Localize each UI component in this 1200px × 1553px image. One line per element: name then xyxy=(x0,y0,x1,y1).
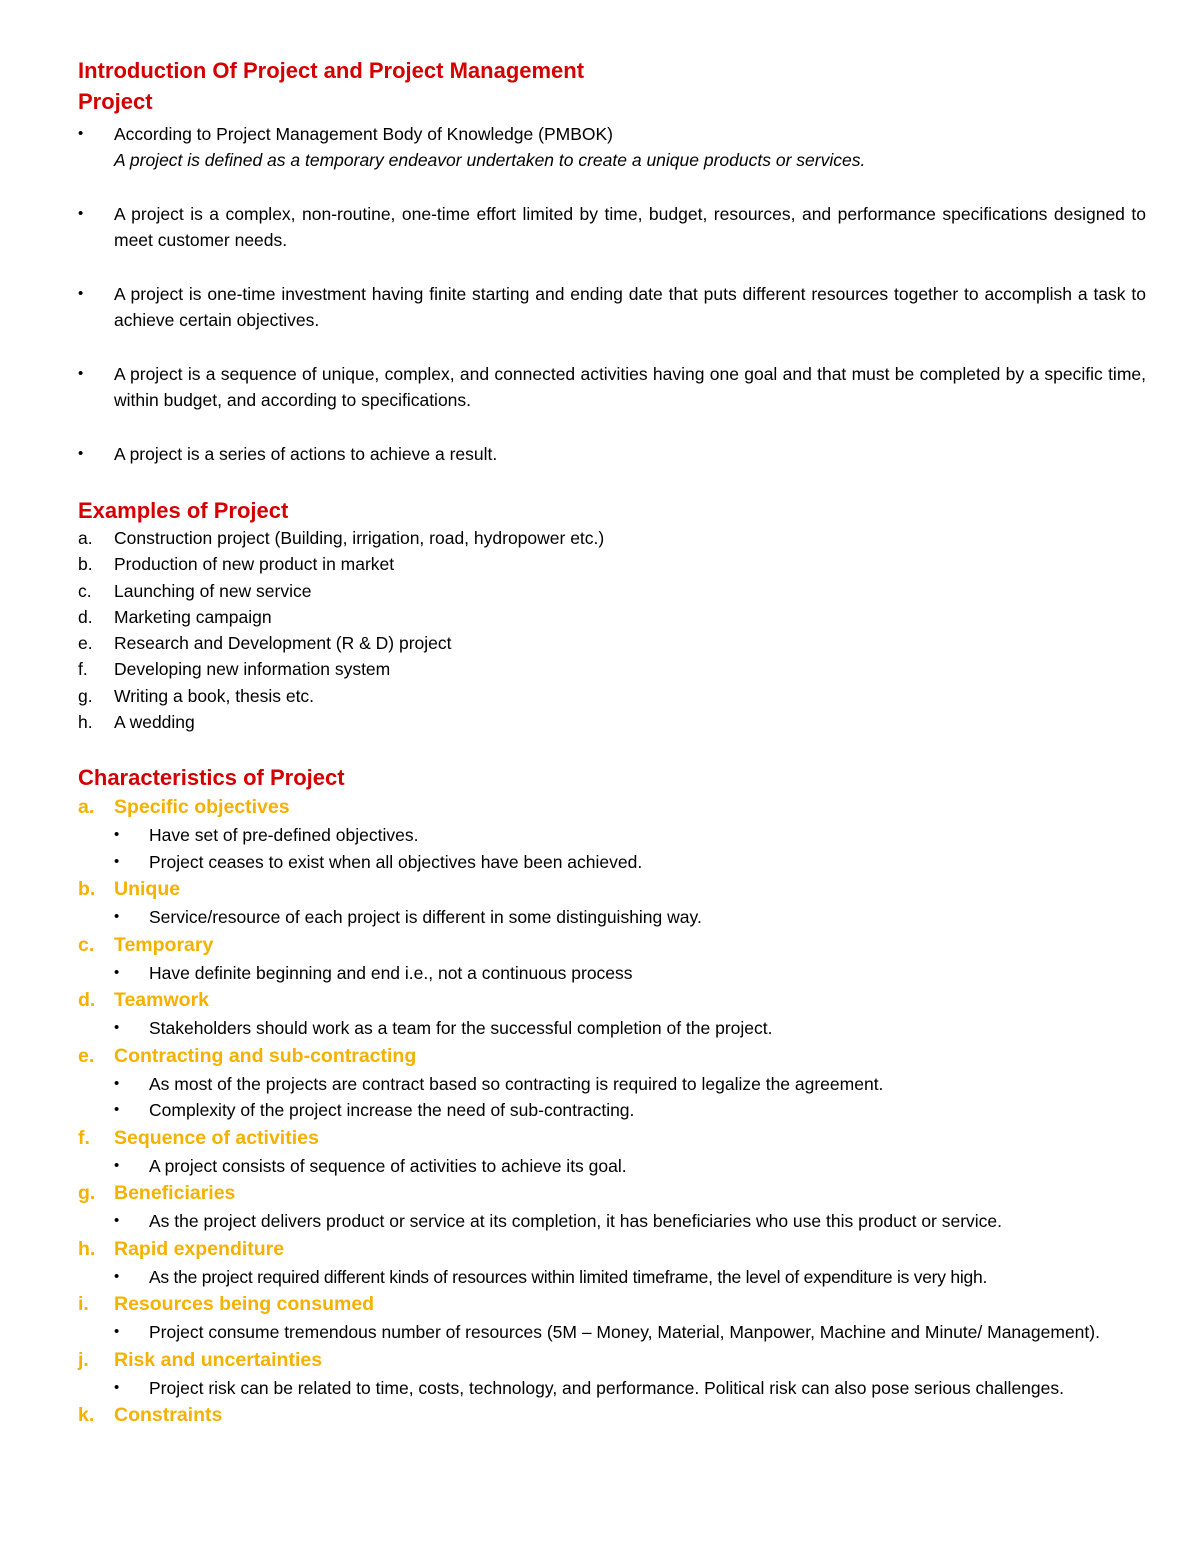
section-heading-project: Project xyxy=(78,89,153,114)
characteristic-heading xyxy=(78,1290,1146,1319)
characteristic-heading xyxy=(78,875,1146,904)
list-marker: d. xyxy=(78,606,93,627)
list-marker: f. xyxy=(78,1126,90,1149)
list-item xyxy=(78,604,1146,630)
characteristic-points xyxy=(114,1015,1146,1042)
characteristic-heading xyxy=(78,1124,1146,1153)
example-text: Construction project (Building, irrigation, road, hydropower etc.) xyxy=(114,528,605,548)
point-text: Have set of pre-defined objectives. xyxy=(149,825,419,846)
characteristic-title: Constraints xyxy=(114,1404,223,1427)
characteristic-heading xyxy=(78,1042,1146,1071)
bullet-icon: • xyxy=(114,1074,120,1092)
list-item xyxy=(114,849,1146,876)
point-text: As most of the projects are contract based so contracting is required to legalize the agreement. xyxy=(149,1073,884,1094)
list-marker: e. xyxy=(78,633,93,654)
characteristic-title: Beneficiaries xyxy=(114,1182,236,1205)
list-item xyxy=(114,960,1146,987)
point-text: Have definite beginning and end i.e., not a continuous process xyxy=(149,962,633,983)
characteristic-points xyxy=(114,904,1146,931)
list-marker: a. xyxy=(78,528,93,548)
characteristic-heading xyxy=(78,1401,1146,1430)
characteristic-points xyxy=(114,960,1146,987)
list-marker: k. xyxy=(78,1404,95,1427)
list-item xyxy=(114,1208,1146,1235)
point-text: Project ceases to exist when all objectives have been achieved. xyxy=(149,851,643,872)
point-text: A project consists of sequence of activities to achieve its goal. xyxy=(149,1155,627,1176)
characteristic-item xyxy=(78,1179,1146,1235)
list-item xyxy=(78,201,1146,253)
characteristic-title: Contracting and sub-contracting xyxy=(114,1044,417,1067)
bullet-icon: • xyxy=(114,908,120,926)
definition-text: A project is a sequence of unique, complex, and connected activities having one goal and that must be completed by a specific time, within budget, and according to specifications. xyxy=(114,364,1146,410)
list-marker: f. xyxy=(78,659,88,680)
characteristic-heading xyxy=(78,931,1146,960)
list-marker: g. xyxy=(78,1182,96,1205)
bullet-icon: • xyxy=(114,1323,120,1341)
list-item xyxy=(78,441,1146,467)
list-item xyxy=(78,630,1146,656)
example-text: A wedding xyxy=(114,712,195,733)
definition-text: A project is a series of actions to achieve a result. xyxy=(114,444,498,464)
characteristic-heading xyxy=(78,1346,1146,1375)
point-text: As the project required different kinds of resources within limited timeframe, the level of expenditure is very high. xyxy=(149,1266,988,1287)
list-item xyxy=(78,656,1146,682)
characteristic-item xyxy=(78,793,1146,875)
bullet-icon: • xyxy=(114,1156,120,1174)
characteristic-points xyxy=(114,1375,1146,1402)
list-marker: h. xyxy=(78,1237,96,1260)
bullet-icon: • xyxy=(114,852,120,870)
characteristic-points xyxy=(114,1071,1146,1124)
bullet-icon: • xyxy=(114,1378,120,1396)
list-marker: d. xyxy=(78,989,96,1012)
characteristic-heading xyxy=(78,1179,1146,1208)
point-text: Service/resource of each project is different in some distinguishing way. xyxy=(149,907,702,928)
bullet-icon: • xyxy=(78,205,84,222)
list-item xyxy=(78,551,1146,577)
characteristic-item xyxy=(78,931,1146,987)
list-marker: b. xyxy=(78,554,93,575)
list-item xyxy=(114,1319,1146,1346)
characteristic-points xyxy=(114,1208,1146,1235)
characteristic-heading xyxy=(78,986,1146,1015)
point-text: Project risk can be related to time, costs, technology, and performance. Political risk can also pose serious challenges. xyxy=(149,1377,1064,1398)
list-item xyxy=(114,1015,1146,1042)
bullet-icon: • xyxy=(114,1101,120,1119)
bullet-icon: • xyxy=(114,1212,120,1230)
example-text: Writing a book, thesis etc. xyxy=(114,685,315,706)
characteristic-points xyxy=(114,822,1146,875)
list-item xyxy=(114,1375,1146,1402)
bullet-icon: • xyxy=(114,826,120,844)
characteristic-item xyxy=(78,1290,1146,1346)
point-text: Stakeholders should work as a team for the successful completion of the project. xyxy=(149,1018,773,1039)
characteristic-title: Unique xyxy=(114,878,181,901)
list-item xyxy=(114,1264,1146,1291)
list-marker: g. xyxy=(78,685,93,706)
characteristic-item xyxy=(78,986,1146,1042)
example-text: Marketing campaign xyxy=(114,606,272,627)
point-text: Project consume tremendous number of resources (5M – Money, Material, Manpower, Machine and Minute/ Management). xyxy=(149,1322,1100,1343)
characteristic-title: Specific objectives xyxy=(114,796,290,819)
characteristic-item xyxy=(78,1401,1146,1430)
characteristic-title: Risk and uncertainties xyxy=(114,1348,323,1371)
list-item xyxy=(114,1153,1146,1180)
bullet-icon: • xyxy=(114,963,120,981)
examples-list xyxy=(78,525,1146,735)
definition-text: According to Project Management Body of Knowledge (PMBOK) xyxy=(114,124,613,144)
bullet-icon: • xyxy=(78,125,84,142)
definition-quote: A project is defined as a temporary endeavor undertaken to create a unique products or services. xyxy=(114,150,866,170)
document-page xyxy=(78,56,1146,1430)
example-text: Production of new product in market xyxy=(114,554,395,575)
bullet-icon: • xyxy=(114,1267,120,1285)
characteristics-list xyxy=(78,793,1146,1430)
point-text: Complexity of the project increase the need of sub-contracting. xyxy=(149,1100,635,1121)
list-marker: e. xyxy=(78,1044,95,1067)
list-marker: h. xyxy=(78,712,93,733)
list-item xyxy=(78,578,1146,604)
characteristic-title: Teamwork xyxy=(114,989,210,1012)
list-item xyxy=(114,1071,1146,1098)
characteristic-item xyxy=(78,875,1146,931)
example-text: Launching of new service xyxy=(114,580,312,601)
bullet-icon: • xyxy=(78,365,84,382)
list-marker: j. xyxy=(78,1348,89,1371)
characteristic-item xyxy=(78,1346,1146,1402)
list-marker: b. xyxy=(78,878,96,901)
list-marker: c. xyxy=(78,580,92,601)
bullet-icon: • xyxy=(78,285,84,302)
point-text: As the project delivers product or service at its completion, it has beneficiaries who use this product or service. xyxy=(149,1211,1003,1232)
section-heading-characteristics: Characteristics of Project xyxy=(78,765,345,791)
list-item xyxy=(114,904,1146,931)
document-title: Introduction Of Project and Project Management xyxy=(78,58,585,83)
list-item xyxy=(78,361,1146,413)
characteristic-heading xyxy=(78,1235,1146,1264)
characteristic-points xyxy=(114,1319,1146,1346)
project-definition-list xyxy=(78,121,1146,467)
characteristic-item xyxy=(78,1235,1146,1291)
list-item xyxy=(78,281,1146,333)
definition-text: A project is a complex, non-routine, one-time effort limited by time, budget, resources, and performance specifications designed to meet customer needs. xyxy=(114,204,1146,250)
list-marker: a. xyxy=(78,796,95,819)
characteristic-title: Temporary xyxy=(114,933,214,956)
section-heading-examples: Examples of Project xyxy=(78,498,289,523)
bullet-icon: • xyxy=(114,1019,120,1037)
list-item xyxy=(78,709,1146,735)
characteristic-points xyxy=(114,1264,1146,1291)
list-item xyxy=(114,822,1146,849)
definition-text: A project is one-time investment having finite starting and ending date that puts different resources together to accomplish a task to achieve certain objectives. xyxy=(114,284,1146,330)
characteristic-item xyxy=(78,1124,1146,1180)
characteristic-title: Sequence of activities xyxy=(114,1126,319,1149)
characteristic-heading xyxy=(78,793,1146,822)
list-item xyxy=(78,683,1146,709)
characteristic-points xyxy=(114,1153,1146,1180)
characteristic-item xyxy=(78,1042,1146,1124)
example-text: Research and Development (R & D) project xyxy=(114,633,452,654)
list-marker: i. xyxy=(78,1293,89,1316)
list-item xyxy=(78,525,1146,551)
characteristic-title: Rapid expenditure xyxy=(114,1237,285,1260)
list-item xyxy=(78,121,1146,173)
list-item xyxy=(114,1097,1146,1124)
list-marker: c. xyxy=(78,933,95,956)
bullet-icon: • xyxy=(78,445,84,462)
example-text: Developing new information system xyxy=(114,659,391,680)
characteristic-title: Resources being consumed xyxy=(114,1293,375,1316)
